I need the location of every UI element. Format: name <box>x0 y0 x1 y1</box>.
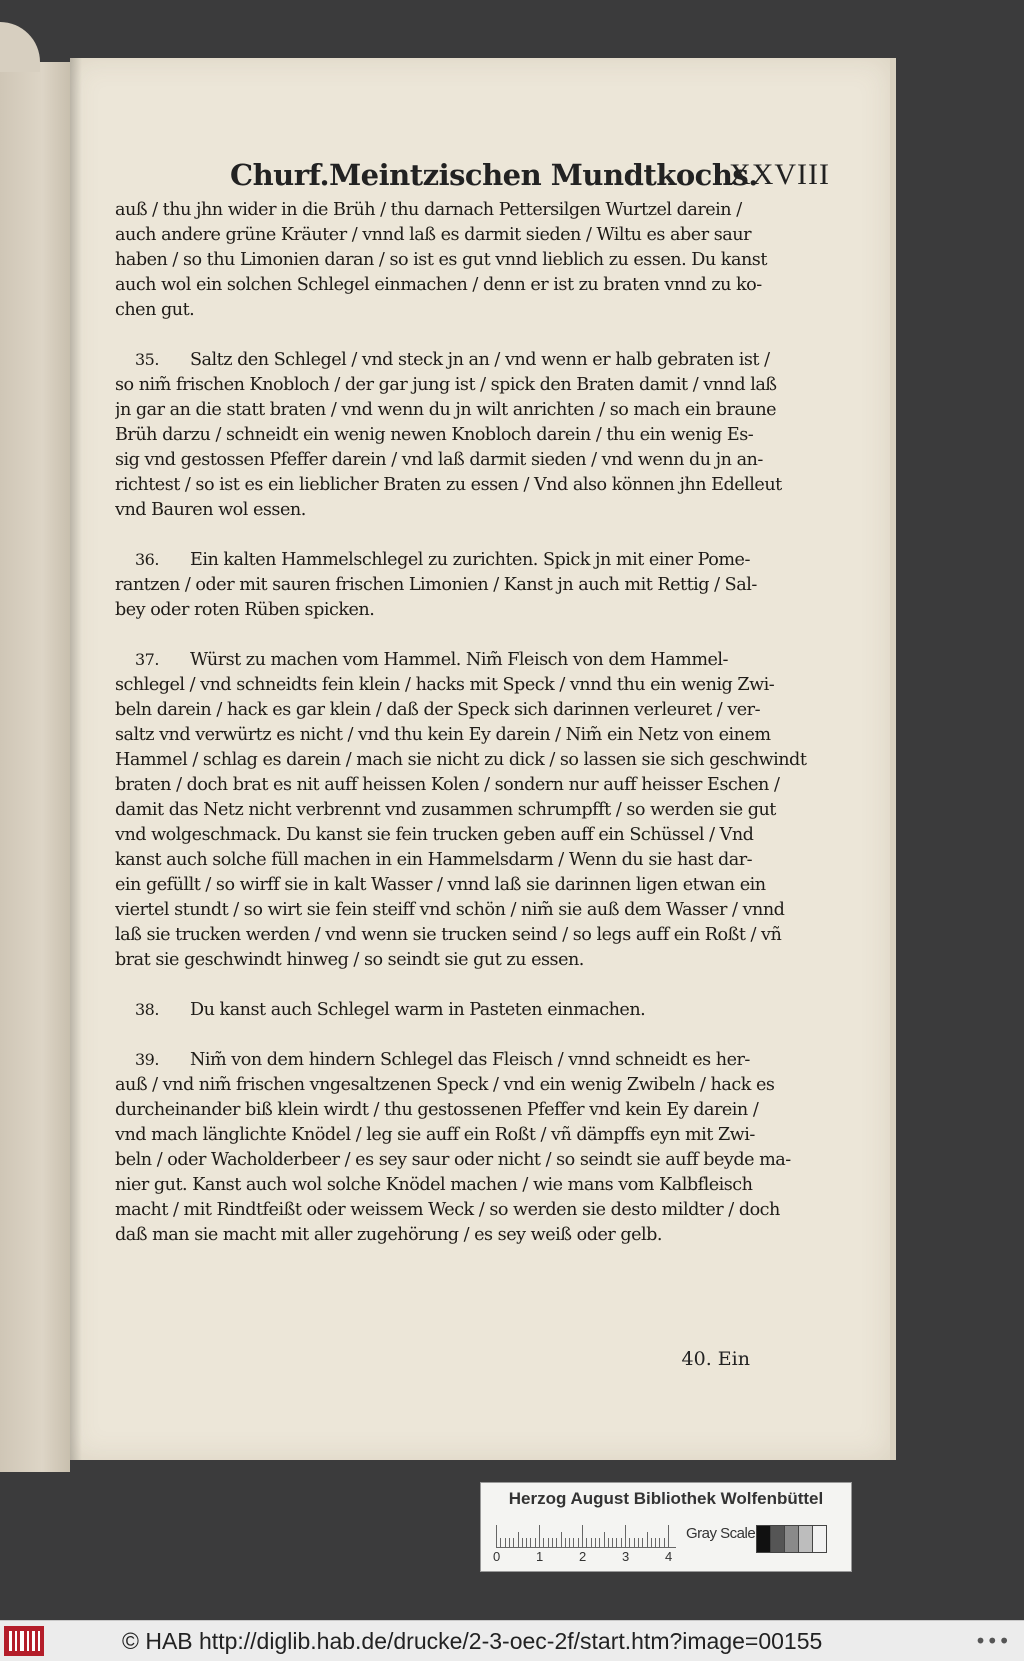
text-line <box>115 873 830 898</box>
gray-scale-label: Gray Scale <box>686 1525 756 1542</box>
ruler-number: 2 <box>579 1549 587 1564</box>
text-line <box>115 1073 830 1098</box>
text-line <box>115 248 830 273</box>
line-text: sig vnd gestossen Pfeffer darein / vnd laß darmit sieden / vnd wenn du jn an- <box>115 450 763 470</box>
ruler-tick <box>586 1538 587 1547</box>
line-text: rantzen / oder mit sauren frischen Limonien / Kanst jn auch mit Rettig / Sal- <box>115 575 757 595</box>
ruler-tick <box>535 1538 536 1547</box>
ruler-tick <box>539 1525 540 1547</box>
gray-swatch <box>770 1525 785 1553</box>
facing-page-edge <box>0 62 70 1472</box>
text-line <box>115 848 830 873</box>
line-text: brat sie geschwindt hinweg / so seindt sie gut zu essen. <box>115 950 584 970</box>
ruler-tick <box>543 1538 544 1547</box>
ruler-tick <box>642 1538 643 1547</box>
ruler-tick <box>569 1538 570 1547</box>
ruler-tick <box>513 1538 514 1547</box>
line-text: beln / oder Wacholderbeer / es sey saur oder nicht / so seindt sie auff beyde ma- <box>115 1150 791 1170</box>
text-line <box>115 997 830 1023</box>
text-line <box>115 723 830 748</box>
text-line <box>115 773 830 798</box>
line-text: nier gut. Kanst auch wol solche Knödel machen / wie mans vom Kalbfleisch <box>115 1175 753 1195</box>
ruler-tick <box>651 1538 652 1547</box>
ruler-tick <box>599 1538 600 1547</box>
page-curl <box>0 22 40 72</box>
text-line <box>115 273 830 298</box>
text-line <box>115 298 830 323</box>
line-text: bey oder roten Rüben spicken. <box>115 600 375 620</box>
line-text: Ein kalten Hammelschlegel zu zurichten. Spick jn mit einer Pome- <box>190 550 750 570</box>
text-line <box>115 898 830 923</box>
line-text: jn gar an die statt braten / vnd wenn du jn wilt anrichten / so mach ein braune <box>115 400 777 420</box>
viewer-footer <box>0 1620 1024 1661</box>
line-text: laß sie trucken werden / vnd wenn sie trucken seind / so legs auff ein Roßt / vñ <box>115 925 782 945</box>
paragraph-number: 37. <box>135 650 159 669</box>
paragraph <box>115 547 830 623</box>
page-gutter-shadow <box>70 58 82 1460</box>
ruler-tick <box>591 1538 592 1547</box>
line-text: auch andere grüne Kräuter / vnnd laß es darmit sieden / Wiltu es aber saur <box>115 225 751 245</box>
text-line <box>115 1123 830 1148</box>
text-line <box>115 373 830 398</box>
ruler-number: 1 <box>536 1549 544 1564</box>
ruler-tick <box>655 1538 656 1547</box>
line-text: so nim̃ frischen Knobloch / der gar jung ist / spick den Braten damit / vnnd laß <box>115 375 777 395</box>
text-line <box>115 823 830 848</box>
ruler-tick <box>561 1532 562 1547</box>
text-line <box>115 673 830 698</box>
text-line <box>115 1198 830 1223</box>
ruler-tick <box>629 1538 630 1547</box>
gray-swatch <box>812 1525 827 1553</box>
line-text: Hammel / schlag es darein / mach sie nicht zu dick / so lassen sie sich geschwindt <box>115 750 807 770</box>
line-text: Saltz den Schlegel / vnd steck jn an / vnd wenn er halb gebraten ist / <box>190 350 770 370</box>
ruler-tick <box>509 1538 510 1547</box>
ruler-tick <box>608 1538 609 1547</box>
text-line <box>115 1173 830 1198</box>
text-line <box>115 398 830 423</box>
ruler-tick <box>505 1538 506 1547</box>
gray-swatch <box>798 1525 813 1553</box>
line-text: braten / doch brat es nit auff heissen Kolen / sondern nur auff heisser Eschen / <box>115 775 780 795</box>
ruler-tick <box>595 1538 596 1547</box>
line-text: damit das Netz nicht verbrennt vnd zusammen schrumpfft / so werden sie gut <box>115 800 776 820</box>
paragraph <box>115 647 830 973</box>
ruler-tick <box>578 1538 579 1547</box>
paragraph <box>115 347 830 523</box>
paragraph-number: 35. <box>135 350 159 369</box>
line-text: Du kanst auch Schlegel warm in Pasteten einmachen. <box>190 1000 646 1020</box>
color-calibration-bar <box>480 1482 852 1572</box>
text-line <box>115 698 830 723</box>
text-line <box>115 598 830 623</box>
line-text: vnd mach länglichte Knödel / leg sie auff ein Roßt / vñ dämpffs eyn mit Zwi- <box>115 1125 755 1145</box>
copyright-link[interactable]: © HAB http://diglib.hab.de/drucke/2-3-oec-2f/start.htm?image=00155 <box>122 1628 823 1654</box>
ruler-number: 3 <box>622 1549 630 1564</box>
ruler-tick <box>552 1538 553 1547</box>
text-block <box>115 198 830 1272</box>
paragraph <box>115 198 830 323</box>
gray-swatch <box>784 1525 799 1553</box>
running-title: Churf.Meintzischen Mundtkochs. <box>230 158 758 192</box>
text-line <box>115 948 830 973</box>
text-line <box>115 798 830 823</box>
gray-swatch <box>756 1525 771 1553</box>
line-text: richtest / so ist es ein lieblicher Braten zu essen / Vnd also können jhn Edelleut <box>115 475 782 495</box>
ruler-tick <box>565 1538 566 1547</box>
line-text: vnd wolgeschmack. Du kanst sie fein trucken geben auff ein Schüssel / Vnd <box>115 825 754 845</box>
ruler-number: 0 <box>493 1549 501 1564</box>
ruler-tick <box>573 1538 574 1547</box>
text-line <box>115 1223 830 1248</box>
text-line <box>115 473 830 498</box>
paragraph-number: 38. <box>135 1000 159 1019</box>
line-text: durcheinander biß klein wirdt / thu gestossenen Pfeffer vnd kein Ey darein / <box>115 1100 759 1120</box>
text-line <box>115 498 830 523</box>
ruler-tick <box>496 1525 497 1547</box>
text-line <box>115 1148 830 1173</box>
line-text: haben / so thu Limonien daran / so ist es gut vnnd lieblich zu essen. Du kanst <box>115 250 767 270</box>
text-line <box>115 1047 830 1073</box>
ruler-tick <box>500 1538 501 1547</box>
ruler-tick <box>548 1538 549 1547</box>
line-text: auß / vnd nim̃ frischen vngesaltzenen Speck / vnd ein wenig Zwibeln / hack es <box>115 1075 775 1095</box>
ruler-tick <box>530 1538 531 1547</box>
ruler-tick <box>647 1532 648 1547</box>
measurement-ruler <box>496 1523 676 1548</box>
line-text: vnd Bauren wol essen. <box>115 500 306 520</box>
ruler-tick <box>582 1525 583 1547</box>
ruler-tick <box>664 1538 665 1547</box>
ruler-tick <box>659 1538 660 1547</box>
line-text: Nim̃ von dem hindern Schlegel das Fleisch / vnnd schneidt es her- <box>190 1050 750 1070</box>
line-text: Brüh darzu / schneidt ein wenig newen Knobloch darein / thu ein wenig Es- <box>115 425 754 445</box>
running-head <box>230 158 830 198</box>
text-line <box>115 748 830 773</box>
hab-logo-icon <box>4 1626 44 1656</box>
line-text: saltz vnd verwürtz es nicht / vnd thu kein Ey darein / Nim̃ ein Netz von einem <box>115 725 771 745</box>
ruler-tick <box>526 1538 527 1547</box>
line-text: chen gut. <box>115 300 195 320</box>
line-text: schlegel / vnd schneidts fein klein / hacks mit Speck / vnnd thu ein wenig Zwi- <box>115 675 775 695</box>
line-text: auch wol ein solchen Schlegel einmachen / denn er ist zu braten vnnd zu ko- <box>115 275 762 295</box>
ruler-number: 4 <box>665 1549 673 1564</box>
line-text: viertel stundt / so wirt sie fein steiff vnd schön / nim̃ sie auß dem Wasser / vnnd <box>115 900 785 920</box>
line-text: daß man sie macht mit aller zugehörung / es sey weiß oder gelb. <box>115 1225 663 1245</box>
line-text: auß / thu jhn wider in die Brüh / thu darnach Pettersilgen Wurtzel darein / <box>115 200 742 220</box>
text-line <box>115 923 830 948</box>
paragraph <box>115 997 830 1023</box>
ruler-tick <box>556 1538 557 1547</box>
ruler-tick <box>522 1538 523 1547</box>
ruler-tick <box>518 1532 519 1547</box>
text-line <box>115 448 830 473</box>
ruler-tick <box>616 1538 617 1547</box>
catchword: 40. Ein <box>681 1348 750 1370</box>
folio-number: XXVIII <box>729 158 830 191</box>
text-line <box>115 647 830 673</box>
line-text: macht / mit Rindtfeißt oder weissem Weck / so werden sie desto mildter / doch <box>115 1200 780 1220</box>
text-line <box>115 573 830 598</box>
book-page <box>70 58 896 1460</box>
text-line <box>115 1098 830 1123</box>
line-text: Würst zu machen vom Hammel. Nim̃ Fleisch von dem Hammel- <box>190 650 728 670</box>
ruler-tick <box>604 1532 605 1547</box>
text-line <box>115 223 830 248</box>
ruler-tick <box>634 1538 635 1547</box>
ruler-tick <box>638 1538 639 1547</box>
paragraph-number: 36. <box>135 550 159 569</box>
ruler-tick <box>625 1525 626 1547</box>
text-line <box>115 547 830 573</box>
library-name: Herzog August Bibliothek Wolfenbüttel <box>508 1489 824 1508</box>
paragraph-number: 39. <box>135 1050 159 1069</box>
ruler-tick <box>612 1538 613 1547</box>
paragraph <box>115 1047 830 1248</box>
ruler-tick <box>668 1525 669 1547</box>
more-options-icon[interactable]: ••• <box>974 1629 1010 1653</box>
line-text: kanst auch solche füll machen in ein Hammelsdarm / Wenn du sie hast dar- <box>115 850 753 870</box>
line-text: beln darein / hack es gar klein / daß der Speck sich darinnen verleuret / ver- <box>115 700 761 720</box>
line-text: ein gefüllt / so wirff sie in kalt Wasser / vnnd laß sie darinnen ligen etwan ein <box>115 875 766 895</box>
text-line <box>115 347 830 373</box>
text-line <box>115 423 830 448</box>
text-line <box>115 198 830 223</box>
ruler-tick <box>621 1538 622 1547</box>
